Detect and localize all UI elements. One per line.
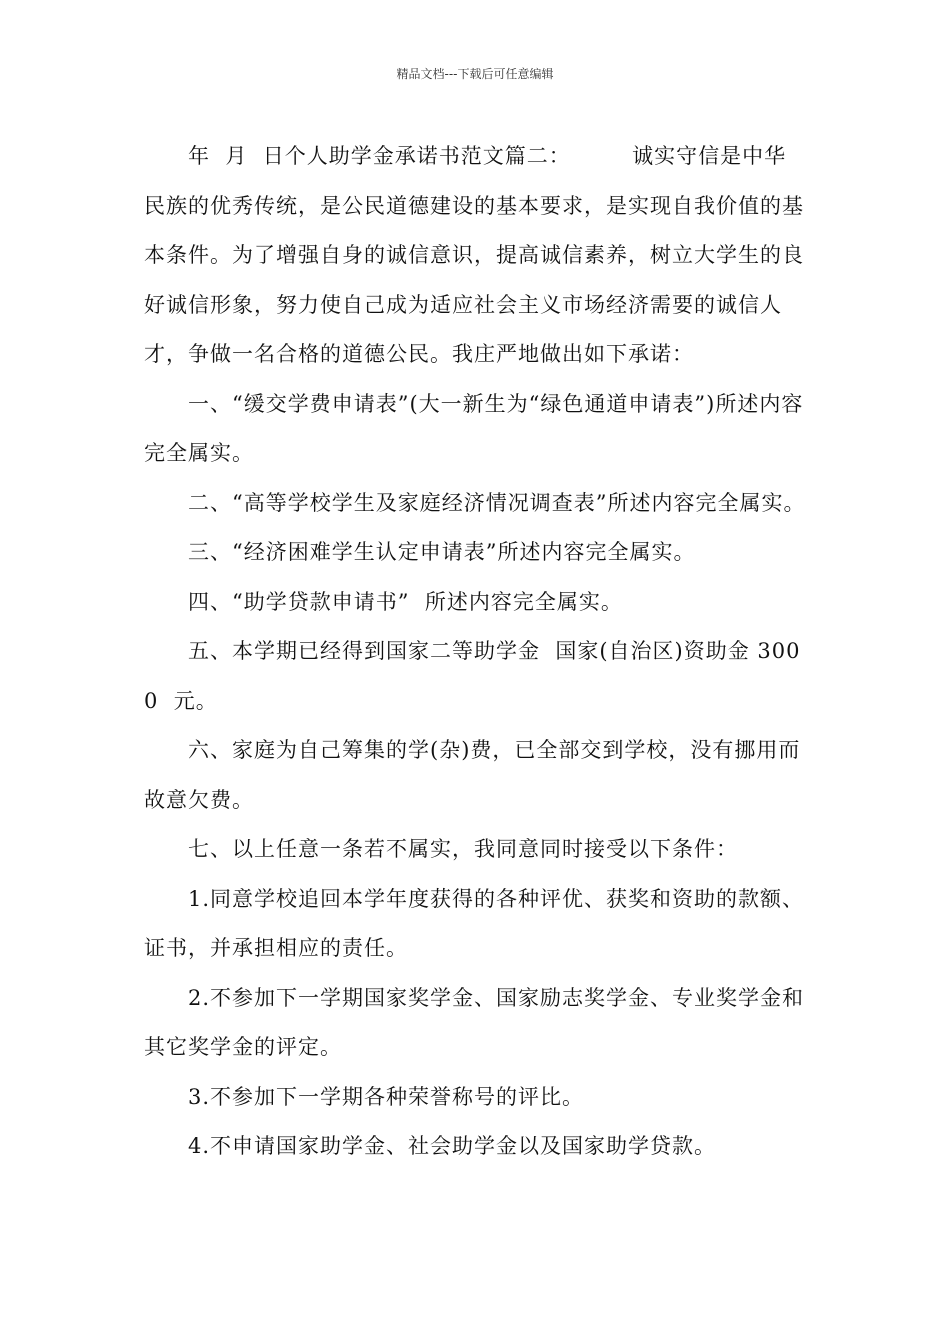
paragraph-item-5: 五、本学期已经得到国家二等助学金 国家(自治区)资助金 3000 元。 bbox=[144, 639, 801, 713]
paragraph-intro: 年 月 日个人助学金承诺书范文篇二： 诚实守信是中华民族的优秀传统，是公民道德建设的基本要求，是实现自我价值的基本条件。为了增强自身的诚信意识，提高诚信素养，树立大学生的良好诚信形象，努力使自己成为适应社会主义市场经济需要的诚信人才，争做一名合格的道德公民。我庄严地做出如下承诺： bbox=[144, 144, 804, 366]
paragraph-item-4: 四、“助学贷款申请书” 所述内容完全属实。 bbox=[188, 589, 623, 614]
paragraph-item-2: 二、“高等学校学生及家庭经济情况调查表”所述内容完全属实。 bbox=[188, 490, 806, 515]
paragraph-item-1: 一、“缓交学费申请表”(大一新生为“绿色通道申请表”)所述内容完全属实。 bbox=[144, 391, 804, 465]
document-body bbox=[144, 132, 808, 1172]
paragraph-item-6: 六、家庭为自己筹集的学(杂)费，已全部交到学校，没有挪用而故意欠费。 bbox=[144, 738, 801, 812]
paragraph-condition-2: 2.不参加下一学期国家奖学金、国家励志奖学金、专业奖学金和其它奖学金的评定。 bbox=[144, 985, 805, 1059]
paragraph-condition-4: 4.不申请国家助学金、社会助学金以及国家助学贷款。 bbox=[188, 1134, 717, 1158]
paragraph-condition-3: 3.不参加下一学期各种荣誉称号的评比。 bbox=[188, 1084, 585, 1109]
paragraph-item-7: 七、以上任意一条若不属实，我同意同时接受以下条件： bbox=[188, 837, 738, 861]
paragraph-item-3: 三、“经济困难学生认定申请表”所述内容完全属实。 bbox=[188, 540, 696, 564]
paragraph-condition-1: 1.同意学校追回本学年度获得的各种评优、获奖和资助的款额、证书，并承担相应的责任。 bbox=[144, 886, 805, 960]
page-header: 精品文档---下载后可任意编辑 bbox=[396, 67, 554, 81]
